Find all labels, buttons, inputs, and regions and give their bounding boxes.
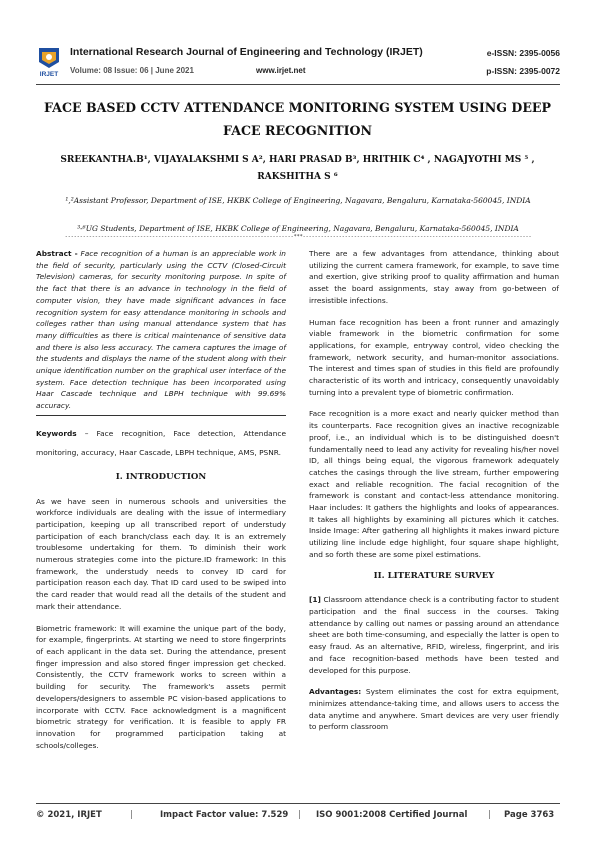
paper-title: FACE BASED CCTV ATTENDANCE MONITORING SYSTEM USING DEEP FACE RECOGNITION — [43, 100, 551, 138]
author-list: SREEKANTHA.B¹, VIJAYALAKSHMI S A², HARI PRASAD B³, HRITHIK C⁴ , NAGAJYOTHI MS ⁵ , RAKSHITHA S ⁶ — [60, 155, 535, 182]
irjet-logo — [36, 44, 62, 78]
keywords-text: – Face recognition, Face detection, Attendance monitoring, accuracy, Haar Cascade, LBPH technique, AMS, PSNR. — [36, 428, 286, 457]
footer-iso: ISO 9001:2008 Certified Journal — [316, 810, 468, 820]
footer-rule — [36, 803, 560, 804]
intro-paragraph-1: As we have seen in numerous schools and universities the workforce individuals are dealing with the issue of intermediary participation, keeping up all transcribed report of understudy participation of each branch/class each day. It is an extremely troublesome undertaking for them. To diminish their work numerous strategies come into the picture.ID framework: In this framework, the understudy needs to convey ID card for participation reason each day. That ID card used to be swiped into the card reader that would read all the details of the student and mark their attendance. — [36, 496, 286, 611]
e-issn: e-ISSN: 2395-0056 — [486, 48, 560, 58]
footer-impact-factor: Impact Factor value: 7.529 — [160, 810, 289, 820]
reference-marker: [1] — [309, 595, 321, 605]
keywords — [36, 424, 286, 462]
footer-copyright: © 2021, IRJET — [36, 810, 102, 820]
journal-url[interactable]: www.irjet.net — [256, 66, 306, 75]
right-column — [309, 248, 559, 743]
intro-paragraph-2: Biometric framework: It will examine the unique part of the body, for example, fingerprints. At starting we need to store fingerprints of each applicant in the data set. During the attendance, present finger impression and also stored finger impression get checked. Consistently, the CCTV framework works to screen within a building for security. The framework's assets permit developers/designers to assemble PC vision-based applications to incorporate with CCTV. Face acknowledgment is a magnificent biometric strategy for verification. It is feasible to apply FR innovation for programmed participation taking at schools/colleges. — [36, 623, 286, 750]
literature-heading: II. LITERATURE SURVEY — [373, 570, 495, 581]
footer-separator: | — [488, 810, 491, 820]
advantages-label: Advantages: — [309, 687, 362, 697]
advantages-paragraph — [309, 686, 559, 733]
p-issn: p-ISSN: 2395-0072 — [486, 66, 560, 76]
footer-page-number: Page 3763 — [504, 810, 555, 820]
header-rule — [36, 84, 560, 85]
literature-text-1: Classroom attendance check is a contributing factor to student participation and the final success in the courses. Taking attendance by calling out names or passing around an attendance sheet are both time-consuming, and especially the latter is open to easy fraud. As an alternative, RFID, wireless, fingerprint, and iris and face recognition-based methods have been tested and developed for this purpose. — [309, 595, 559, 675]
abstract — [36, 248, 286, 416]
keywords-label: Keywords — [36, 428, 77, 438]
advantages-text: System eliminates the cost for extra equipment, minimizes attendance-taking time, and allows users to access the data anytime and anywhere. Smart devices are very user friendly to perform classroom — [309, 687, 559, 732]
affiliation-2: ³-⁶UG Students, Department of ISE, HKBK College of Engineering, Nagavara, Bengaluru, Karnataka-560045, INDIA — [77, 224, 519, 233]
body-paragraph-2: Human face recognition has been a front runner and amazingly viable framework in the biometric confirmation for some applications, for example, entryway control, video checking the framework, network security, and human-monitor associations. The interest and times span of studies in this field are profoundly characteristic of its worth and intricacy, consequently unavoidably turning into a prevalent type of biometric confirmation. — [309, 317, 559, 397]
journal-meta — [70, 66, 306, 75]
journal-header — [36, 44, 560, 82]
affiliation-1: ¹,²Assistant Professor, Department of ISE, HKBK College of Engineering, Nagavara, Bengaluru, Karnataka-560045, INDIA — [65, 196, 531, 205]
logo-text: IRJET — [39, 71, 59, 78]
left-column — [36, 248, 286, 761]
intro-heading: I. INTRODUCTION — [115, 471, 207, 482]
page-footer — [36, 806, 560, 826]
body-paragraph-3: Face recognition is a more exact and nearly quicker method than its counterparts. Face recognition gives an inactive recognizable proof, i.e., an individual which is to be distinguished doesn't fundamentally need to lead any activity for revealing his/her novel ID, all things being equal, the vigorous framework adequately catches the casings through the live stream, further empowering exact and reliable recognition. The facial recognition of the framework is constant and contact-less attendance monitoring. Haar includes: It gathers the highlights and looks of appearances. It takes all highlights by examining all pictures which it catches. Inside Image: After gathering all highlights it makes inward picture utilizing line include edge highlight, four square shape highlight, and so forth these are some pixel estimations. — [309, 409, 559, 559]
journal-name: International Research Journal of Engineering and Technology (IRJET) — [70, 46, 423, 58]
footer-separator: | — [130, 810, 133, 820]
body-paragraph-1: There are a few advantages from attendance, thinking about utilizing the current camera framework, for example, to save time and exertion, give striking proof to quality affirmation and human asset the board assignments, stay away from go-between of irresistible infections. — [309, 249, 559, 305]
abstract-text: Face recognition of a human is an appreciable work in the field of security, particularly using the CCTV (Closed-Circuit Television) cameras, for security monitoring purpose. In spite of the fact that there is an advance in technology in the field of computer vision, they have made significant advances in face recognition system for easy attendance monitoring in schools and colleges rather than using manual attendance system that has many difficulties as there is critical maintenance of sensitive data and there is also less accuracy. The camera captures the image of the students and displays the name of the student along with their unique identification number on the graphical user interface of the system. Face detection technique has been incorporated using Haar Cascade technique and LBPH technique with 99.69% accuracy. — [36, 249, 286, 411]
abstract-label: Abstract - — [36, 249, 78, 258]
section-divider: ----------------------------------------------------------------------------***---------------------------------------------------------------------------- — [64, 234, 532, 240]
footer-separator: | — [298, 810, 301, 820]
volume-issue: Volume: 08 Issue: 06 | June 2021 — [70, 66, 194, 75]
literature-paragraph-1 — [309, 594, 559, 676]
